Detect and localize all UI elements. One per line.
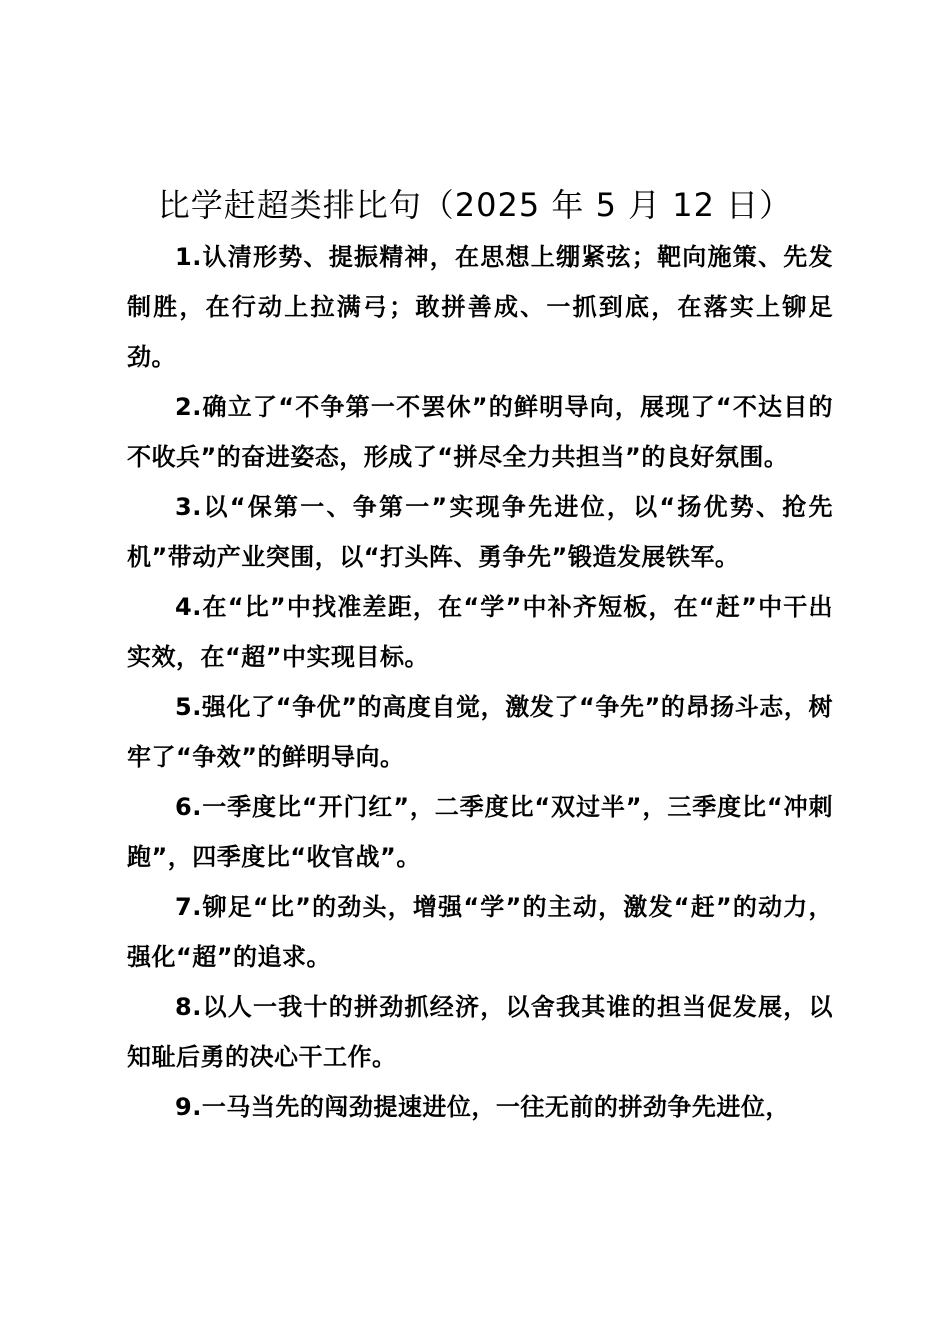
- document-body: [127, 232, 833, 1132]
- paragraph-3: 3.以“保第一、争第一”实现争先进位，以“扬优势、抢先机”带动产业突围，以“打头阵、勇争先”锻造发展铁军。: [127, 493, 833, 571]
- paragraph-1: 1.认清形势、提振精神，在思想上绷紧弦；靶向施策、先发制胜，在行动上拉满弓；敢拼善成、一抓到底，在落实上铆足劲。: [127, 243, 833, 371]
- paragraph-8: 8.以人一我十的拼劲抓经济，以舍我其谁的担当促发展，以知耻后勇的决心干工作。: [127, 993, 833, 1071]
- paragraph-2: 2.确立了“不争第一不罢休”的鲜明导向，展现了“不达目的不收兵”的奋进姿态，形成了“拼尽全力共担当”的良好氛围。: [127, 393, 833, 471]
- paragraph-6: 6.一季度比“开门红”，二季度比“双过半”，三季度比“冲刺跑”，四季度比“收官战”。: [127, 793, 833, 871]
- paragraph-5: 5.强化了“争优”的高度自觉，激发了“争先”的昂扬斗志，树牢了“争效”的鲜明导向。: [127, 693, 833, 771]
- paragraph-9: 9.一马当先的闯劲提速进位，一往无前的拼劲争先进位，: [175, 1093, 790, 1121]
- paragraph-7: 7.铆足“比”的劲头，增强“学”的主动，激发“赶”的动力，强化“超”的追求。: [127, 893, 833, 971]
- paragraph-4: 4.在“比”中找准差距，在“学”中补齐短板，在“赶”中干出实效，在“超”中实现目标。: [127, 593, 833, 671]
- document-title: 比学赶超类排比句（2025 年 5 月 12 日）: [157, 186, 793, 224]
